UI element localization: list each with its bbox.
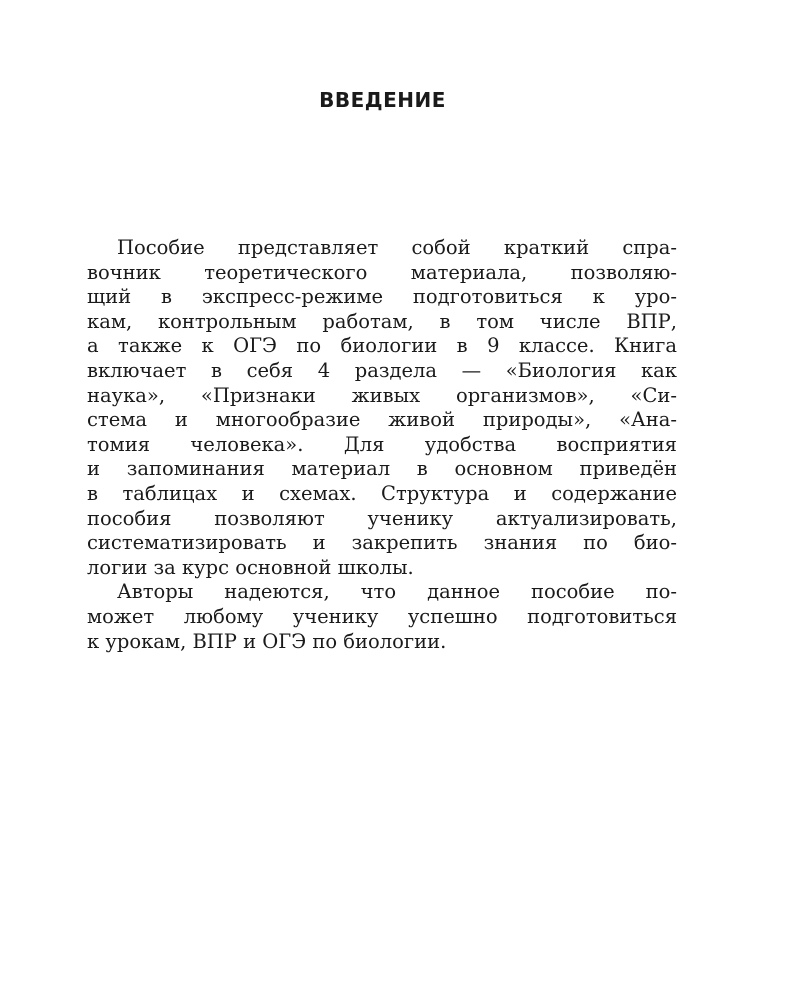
text-line: в таблицах и схемах. Структура и содержание xyxy=(87,481,677,505)
text-line: кам, контрольным работам, в том числе ВПР, xyxy=(87,309,677,333)
body-text xyxy=(87,236,677,654)
paragraph-2 xyxy=(87,580,677,654)
text-line: наука», «Признаки живых организмов», «Си- xyxy=(87,383,677,407)
text-line: может любому ученику успешно подготовиться xyxy=(87,604,677,628)
text-line: щий в экспресс-режиме подготовиться к уро- xyxy=(87,285,677,309)
text-line: к урокам, ВПР и ОГЭ по биологии. xyxy=(87,629,447,653)
text-line: вочник теоретического материала, позволяю- xyxy=(87,260,677,284)
paragraph-1 xyxy=(87,236,677,580)
text-line: включает в себя 4 раздела — «Биология как xyxy=(87,358,677,382)
text-line: Пособие представляет собой краткий спра- xyxy=(117,236,677,259)
page-title: ВВЕДЕНИЕ xyxy=(319,88,446,112)
text-line: систематизировать и закрепить знания по био- xyxy=(87,531,677,555)
text-line: пособия позволяют ученику актуализировать, xyxy=(87,506,677,530)
text-line: а также к ОГЭ по биологии в 9 классе. Книга xyxy=(87,334,677,358)
text-line: Авторы надеются, что данное пособие по- xyxy=(117,580,677,604)
text-line: томия человека». Для удобства восприятия xyxy=(87,432,677,456)
text-line: логии за курс основной школы. xyxy=(87,555,414,579)
text-line: и запоминания материал в основном приведён xyxy=(87,457,677,481)
text-line: стема и многообразие живой природы», «Ана- xyxy=(87,408,677,432)
